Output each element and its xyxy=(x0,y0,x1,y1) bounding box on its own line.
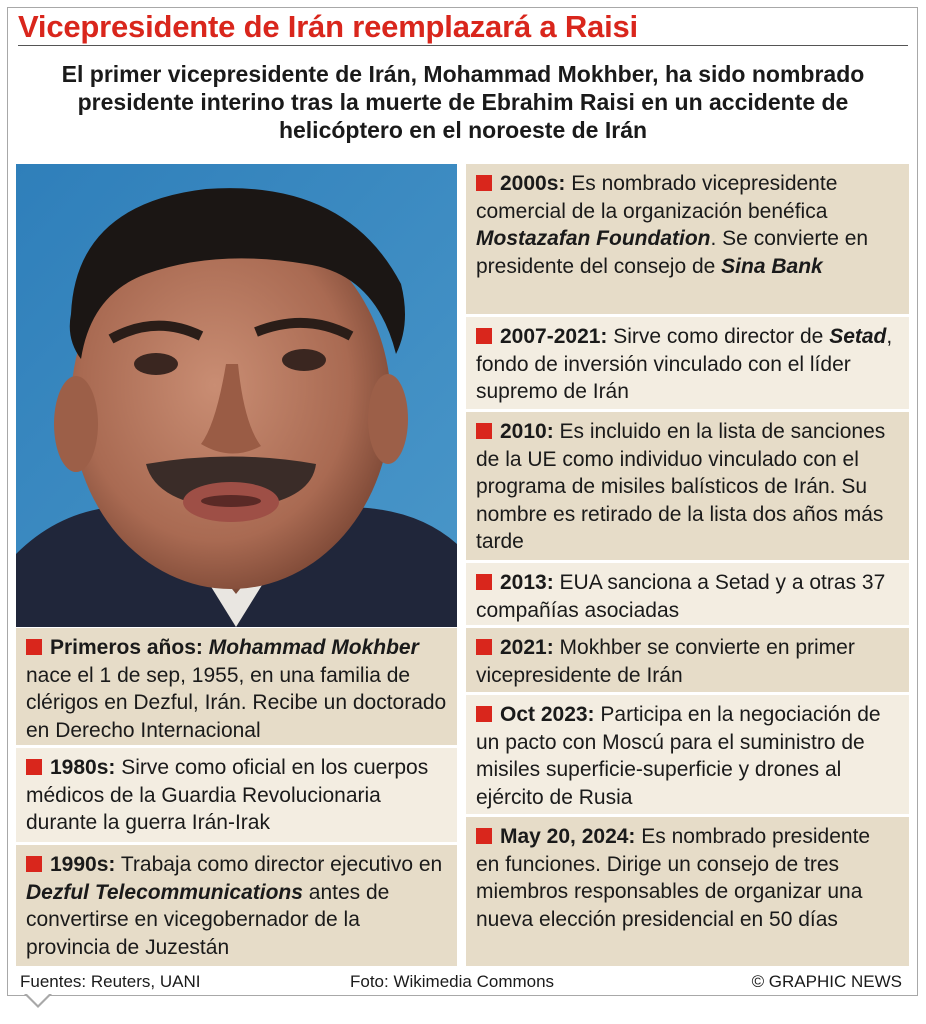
entry-label: Primeros años: xyxy=(50,636,203,659)
entry-2010: 2010: Es incluido en la lista de sanciones de la UE como individuo vinculado con el programa de misiles balísticos de Irán. Su nombre es retirado de la lista dos años más tarde xyxy=(466,412,909,560)
entry-label: 2000s: xyxy=(500,172,566,195)
entry-label: 1980s: xyxy=(50,756,116,779)
headline: Vicepresidente de Irán reemplazará a Raisi xyxy=(18,9,638,44)
entry-1990s: 1990s: Trabaja como director ejecutivo en Dezful Telecommunications antes de convertirse en vicegobernador de la provincia de Juzestán xyxy=(16,845,457,966)
entry-2007-2021: 2007-2021: Sirve como director de Setad, fondo de inversión vinculado con el líder supremo de Irán xyxy=(466,317,909,409)
headline-rule xyxy=(18,45,908,46)
red-square-icon xyxy=(476,328,492,344)
entry-label: 2021: xyxy=(500,636,554,659)
entry-label: 2007-2021: xyxy=(500,325,608,348)
entry-1980s: 1980s: Sirve como oficial en los cuerpos médicos de la Guardia Revolucionaria durante la guerra Irán-Irak xyxy=(16,748,457,842)
entry-label: May 20, 2024: xyxy=(500,825,636,848)
copyright: © GRAPHIC NEWS xyxy=(751,972,902,991)
sources-credit: Fuentes: Reuters, UANI xyxy=(20,972,201,991)
entry-early-years: Primeros años: Mohammad Mokhber nace el 1 de sep, 1955, en una familia de clérigos en Dezful, Irán. Recibe un doctorado en Derecho Internacional xyxy=(16,628,457,745)
entry-2000s: 2000s: Es nombrado vicepresidente comercial de la organización benéfica Mostazafan Foundation. Se convierte en presidente del consejo de Sina Bank xyxy=(466,164,909,314)
entry-2013: 2013: EUA sanciona a Setad y a otras 37 compañías asociadas xyxy=(466,563,909,625)
entry-may-2024: May 20, 2024: Es nombrado presidente en funciones. Dirige un consejo de tres miembros responsables de organizar una nueva elección presidencial en 50 días xyxy=(466,817,909,966)
photo-credit: Foto: Wikimedia Commons xyxy=(350,972,555,991)
entry-label: 2010: xyxy=(500,420,554,443)
red-square-icon xyxy=(476,423,492,439)
red-square-icon xyxy=(476,574,492,590)
subtitle: El primer vicepresidente de Irán, Mohammad Mokhber, ha sido nombrado presidente interino tras la muerte de Ebrahim Raisi en un accidente de helicóptero en el noroeste de Irán xyxy=(61,61,865,143)
red-square-icon xyxy=(476,706,492,722)
entry-label: 2013: xyxy=(500,571,554,594)
red-square-icon xyxy=(26,856,42,872)
red-square-icon xyxy=(476,175,492,191)
red-square-icon xyxy=(476,828,492,844)
entry-label: 1990s: xyxy=(50,853,116,876)
red-square-icon xyxy=(476,639,492,655)
red-square-icon xyxy=(26,639,42,655)
entry-2021: 2021: Mokhber se convierte en primer vicepresidente de Irán xyxy=(466,628,909,692)
entry-oct-2023: Oct 2023: Participa en la negociación de un pacto con Moscú para el suministro de misiles superficie-superficie y drones al ejército de Rusia xyxy=(466,695,909,814)
red-square-icon xyxy=(26,759,42,775)
portrait-photo xyxy=(16,164,457,627)
speech-tail-inner xyxy=(26,993,50,1005)
entry-label: Oct 2023: xyxy=(500,703,595,726)
